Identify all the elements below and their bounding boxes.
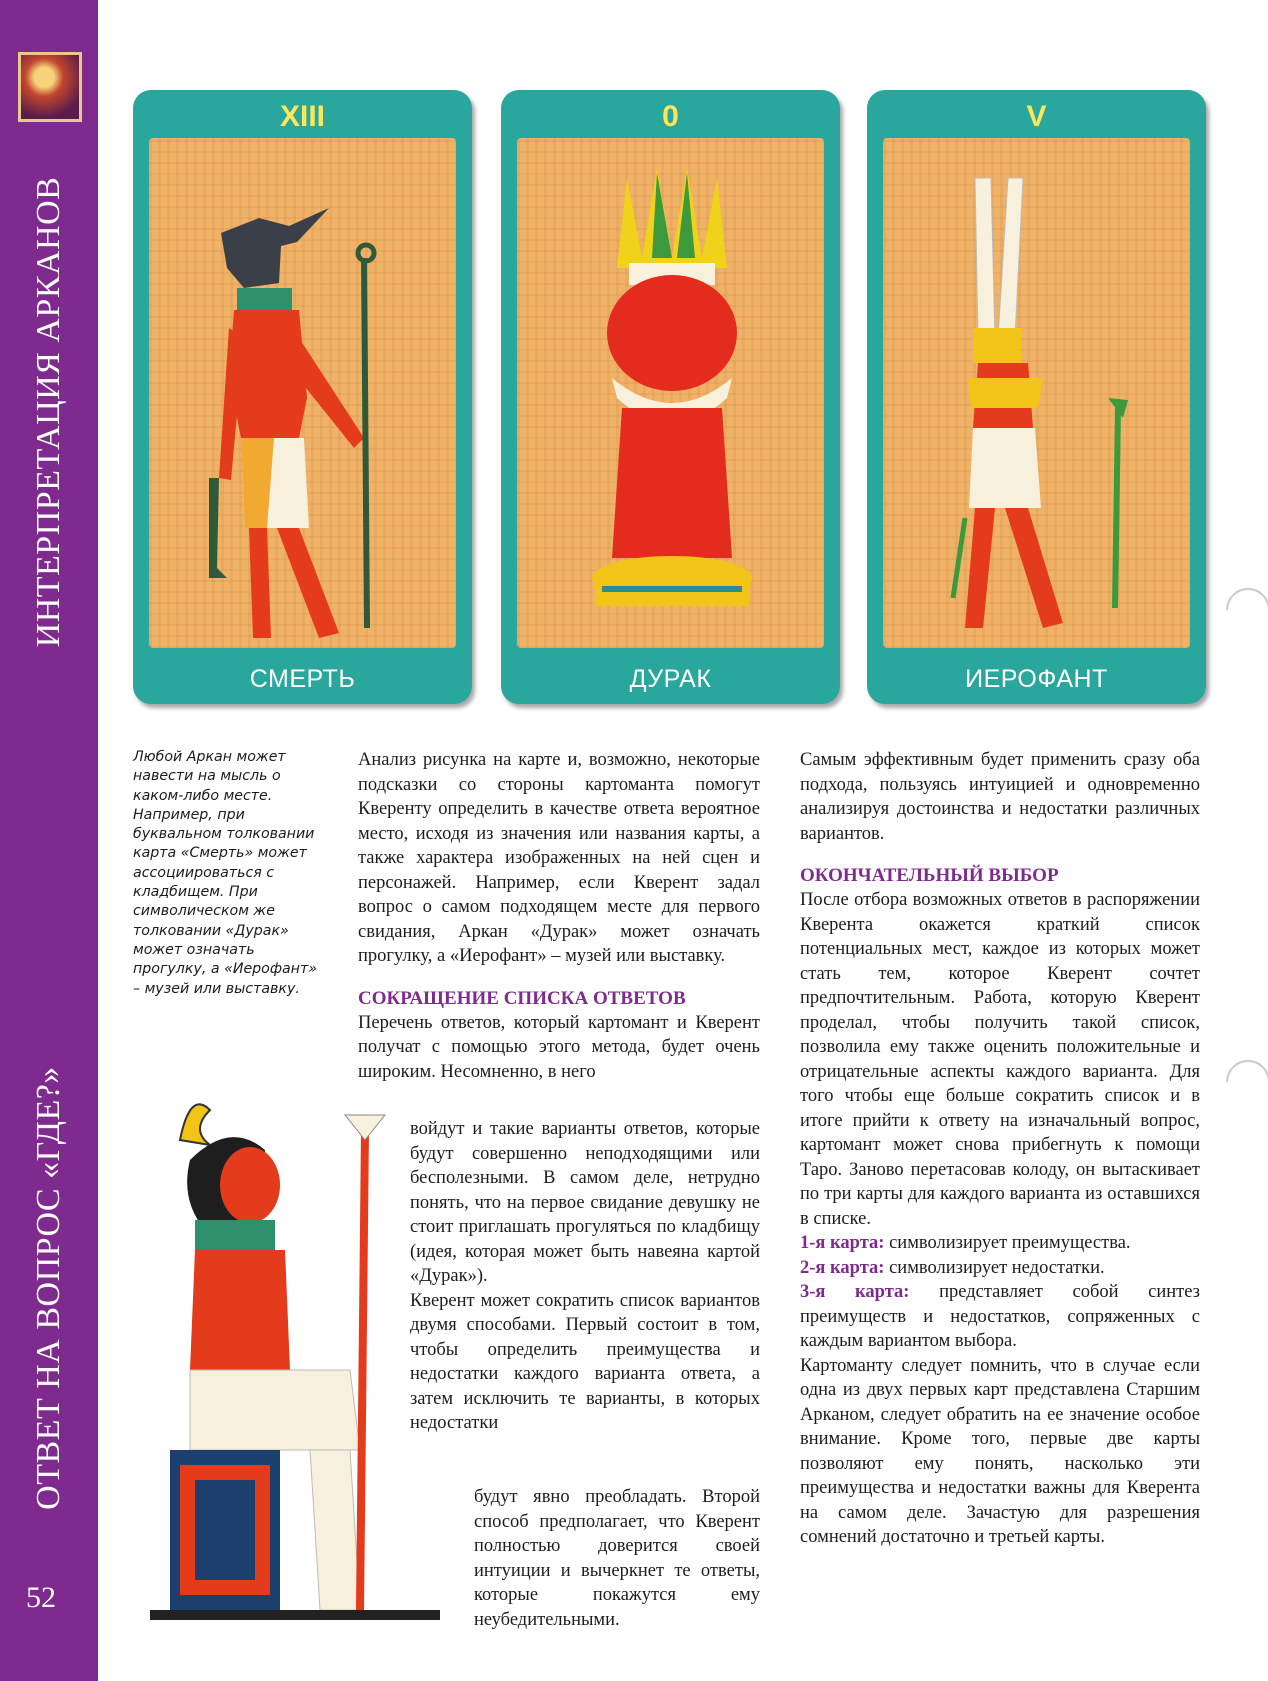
page-binding-notch — [1217, 579, 1268, 641]
item-text: символизирует преимущества. — [884, 1233, 1131, 1253]
card-name: СМЕРТЬ — [249, 665, 356, 693]
card-numeral: V — [1026, 100, 1047, 133]
card-illustration-amun — [883, 138, 1190, 648]
sidebar — [0, 0, 98, 1681]
paragraph: будут явно преобладать. Второй способ предполагает, что Кверент полностью доверится своей интуиции и вычеркнет те ответы, которые покажутся ему неубедительными. — [474, 1487, 760, 1630]
column-right — [800, 748, 1200, 1550]
item-text: символизирует недостатки. — [884, 1257, 1105, 1278]
paragraph: Картоманту следует помнить, что в случае если одна из двух первых карт представлена Старшим Арканом, следует обратить на ее значение особое внимание. Кроме того, первые две карты позволяют ему понять, насколько эти преимущества и недостатки важны для Кверента на самом деле. Зачастую для разрешения сомнений достаточно и третьей карты. — [800, 1355, 1200, 1547]
item-text: представляет собой синтез преимуществ и недостатков, сопряженных с каждым вариантом выбора. — [800, 1282, 1200, 1351]
tarot-card-hierophant — [867, 90, 1206, 704]
image-caption — [133, 748, 323, 999]
caption-text: Любой Аркан может навести на мысль о каком-либо месте. Например, при буквальном толковании карта «Смерть» может ассоциироваться с кладбищем. При символическом же толковании «Дурак» может означать прогулку, а «Иерофант» – музей или выставку. — [133, 749, 317, 997]
paragraph: Перечень ответов, который картомант и Кверент получат с помощью этого метода, будет очень широким. Несомненно, в него — [358, 1012, 760, 1082]
tarot-card-death — [133, 90, 472, 704]
sidebar-thumbnail-image — [18, 52, 82, 122]
item-label: 3-я карта: — [800, 1282, 910, 1302]
card-name: ИЕРОФАНТ — [965, 665, 1108, 693]
list-item — [800, 1231, 1200, 1256]
page-binding-notch — [1217, 1051, 1268, 1113]
card-name: ДУРАК — [629, 665, 712, 693]
page-number: 52 — [26, 1581, 56, 1614]
chapter-title: ОТВЕТ НА ВОПРОС «ГДЕ?» — [30, 1066, 67, 1510]
column-left — [358, 748, 760, 1084]
card-illustration-bes — [517, 138, 824, 648]
paragraph: войдут и такие варианты ответов, которые будут совершенно неподходящими или бесполезными. В самом деле, нетрудно понять, что на первое свидание девушку не стоит приглашать прогуляться по кладбищу (идея, которая может быть навеяна картой «Дурак»). — [410, 1119, 760, 1286]
list-item — [800, 1280, 1200, 1354]
paragraph: Анализ рисунка на карте и, возможно, некоторые подсказки со стороны картоманта помогут Кверенту определить в качестве ответа вероятное место, исходя из значения или названия карты, а также характера изображенных на ней сцен и персонажей. Например, если Кверент задал вопрос о самом подходящем месте для первого свидания, Аркан «Дурак» может означать прогулку, а «Иерофант» – музей или выставку. — [358, 750, 760, 966]
item-label: 1-я карта: — [800, 1233, 885, 1253]
tarot-card-fool — [501, 90, 840, 704]
card-numeral: XIII — [279, 100, 325, 133]
column-left-wrapped — [410, 1117, 760, 1436]
paragraph: Кверент может сократить список вариантов двумя способами. Первый состоит в том, чтобы определить преимущества и недостатки каждого варианта ответа, а затем исключить те варианты, в которых недостатки — [410, 1290, 760, 1433]
seated-goddess-illustration — [150, 1070, 450, 1620]
item-label: 2-я карта: — [800, 1257, 885, 1278]
paragraph: После отбора возможных ответов в распоряжении Кверента окажется краткий список потенциальных мест, каждое из которых может стать тем, которое Кверент сочтет предпочтительным. Работа, которую Кверент проделал, чтобы получить такой список, позволила ему также оценить положительные и отрицательные аспекты каждого варианта. Для того чтобы еще больше сократить список и в итоге прийти к ответу на изначальный вопрос, картомант может снова прибегнуть к помощи Таро. Заново перетасовав колоду, он вытаскивает по три карты для каждого варианта из оставшихся в списке. — [800, 890, 1200, 1229]
section-heading: СОКРАЩЕНИЕ СПИСКА ОТВЕТОВ — [358, 987, 686, 1009]
section-heading: ОКОНЧАТЕЛЬНЫЙ ВЫБОР — [800, 865, 1059, 886]
paragraph: Самым эффективным будет применить сразу оба подхода, пользуясь интуицией и одновременно анализируя достоинства и недостатки различных вариантов. — [800, 750, 1200, 844]
column-left-wrapped-lower — [474, 1485, 760, 1632]
section-title: ИНТЕРПРЕТАЦИЯ АРКАНОВ — [30, 176, 67, 648]
card-numeral: 0 — [662, 100, 679, 133]
card-illustration-anubis — [149, 138, 456, 648]
list-item — [800, 1256, 1200, 1281]
